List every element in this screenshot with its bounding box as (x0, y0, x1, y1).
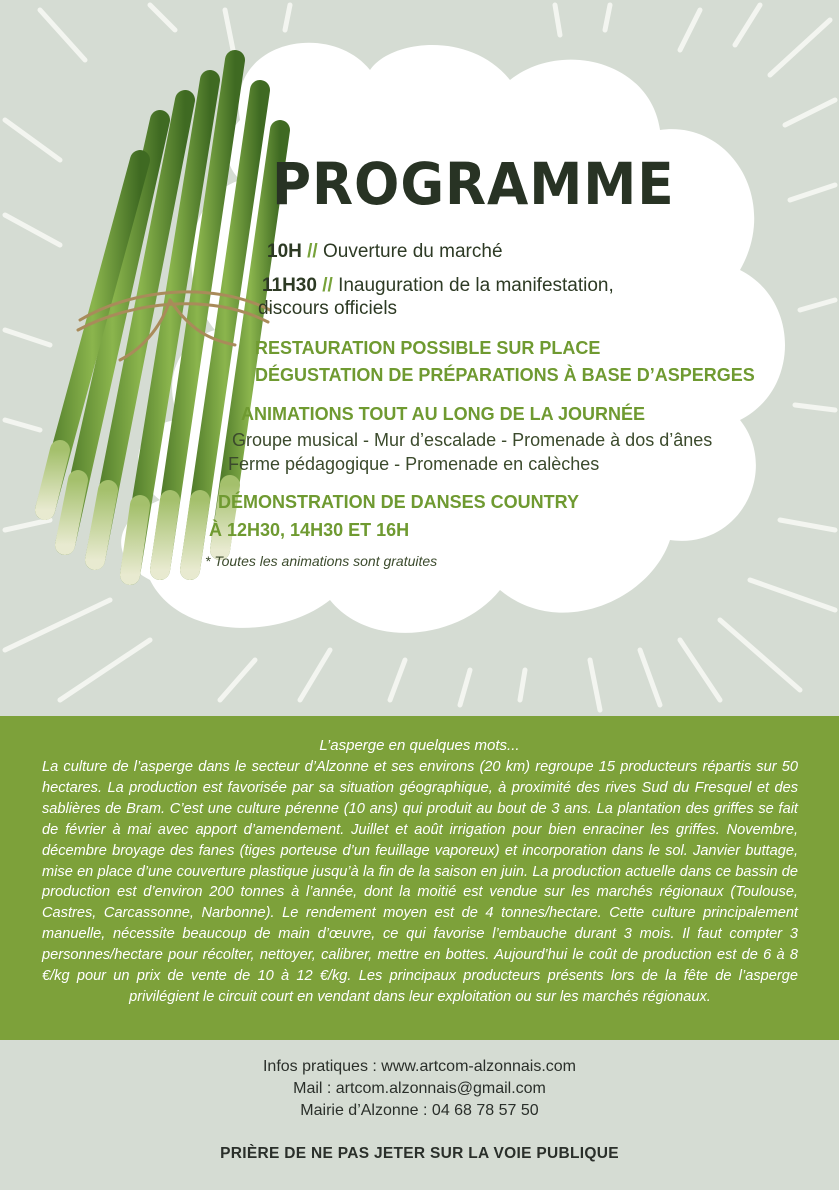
demo-times: À 12H30, 14H30 ET 16H (209, 520, 410, 540)
footer-warning: PRIÈRE DE NE PAS JETER SUR LA VOIE PUBLIQUE (220, 1145, 619, 1162)
schedule-item-inauguration (262, 275, 614, 297)
schedule-separator: // (307, 241, 318, 262)
animations-line-1: Groupe musical - Mur d’escalade - Promenade à dos d’ânes (232, 430, 713, 450)
info-heading: L’asperge en quelques mots... (319, 737, 520, 754)
footer-infos: Infos pratiques : www.artcom-alzonnais.com (262, 1058, 576, 1075)
footer-mairie: Mairie d’Alzonne : 04 68 78 57 50 (300, 1102, 539, 1119)
animations-heading: ANIMATIONS TOUT AU LONG DE LA JOURNÉE (241, 404, 646, 424)
restauration-heading: RESTAURATION POSSIBLE SUR PLACE (255, 338, 601, 358)
demo-heading: DÉMONSTRATION DE DANSES COUNTRY (218, 492, 580, 512)
schedule-separator: // (322, 275, 333, 296)
schedule-item-opening (267, 241, 503, 263)
info-paragraph: La culture de l’asperge dans le secteur d’Alzonne et ses environs (20 km) regroupe 15 producteurs répartis sur 50 hectares. La production est favorisée par sa situation géographique, à proximité des rives Sud du Fresquel et des sablières de Bram. C’est une culture pérenne (10 ans) qui produit au bout de 3 ans. La plantation des griffes se fait de février à mai avec apport d’amendement. Juillet et août irrigation pour bien enraciner les griffes. Novembre, décembre broyage des fanes (tiges porteuse d’un feuillage vaporeux) et incorporation dans le sol. Janvier buttage, mise en place d’une couverture plastique jusqu’à la fin de la saison en juin. La production actuelle dans ce bassin de production est d’environ 200 tonnes à l’année, dont la moitié est vendue sur les marchés régionaux (Toulouse, Castres, Carcassonne, Narbonne). Le rendement moyen est de 4 tonnes/hectare. Cette culture principalement manuelle, nécessite beaucoup de main d’œuvre, ce qui favorise l’embauche durant 3 mois. Il faut compter 3 personnes/hectare pour récolter, nettoyer, calibrer, mettre en bottes. Aujourd’hui le coût de production est de 6 à 8 €/kg pour un prix de vente de 10 à 12 €/kg. Les principaux producteurs présents lors de la fête de l’asperge privilégient le circuit court en vendant dans leur exploitation ou sur les marchés régionaux. (42, 759, 798, 1005)
free-animations-note: * Toutes les animations sont gratuites (205, 553, 438, 569)
schedule-text: Ouverture du marché (322, 241, 503, 262)
animations-line-2: Ferme pédagogique - Promenade en calèches (228, 454, 600, 474)
schedule-text: Inauguration de la manifestation, (338, 275, 614, 296)
schedule-time: 10H (267, 241, 302, 262)
schedule-text-continued: discours officiels (258, 298, 398, 319)
degustation-heading: DÉGUSTATION DE PRÉPARATIONS À BASE D’ASPERGES (255, 365, 755, 385)
programme-title: PROGRAMME (272, 150, 675, 218)
footer-mail: Mail : artcom.alzonnais@gmail.com (293, 1080, 546, 1097)
schedule-time: 11H30 (262, 275, 317, 296)
